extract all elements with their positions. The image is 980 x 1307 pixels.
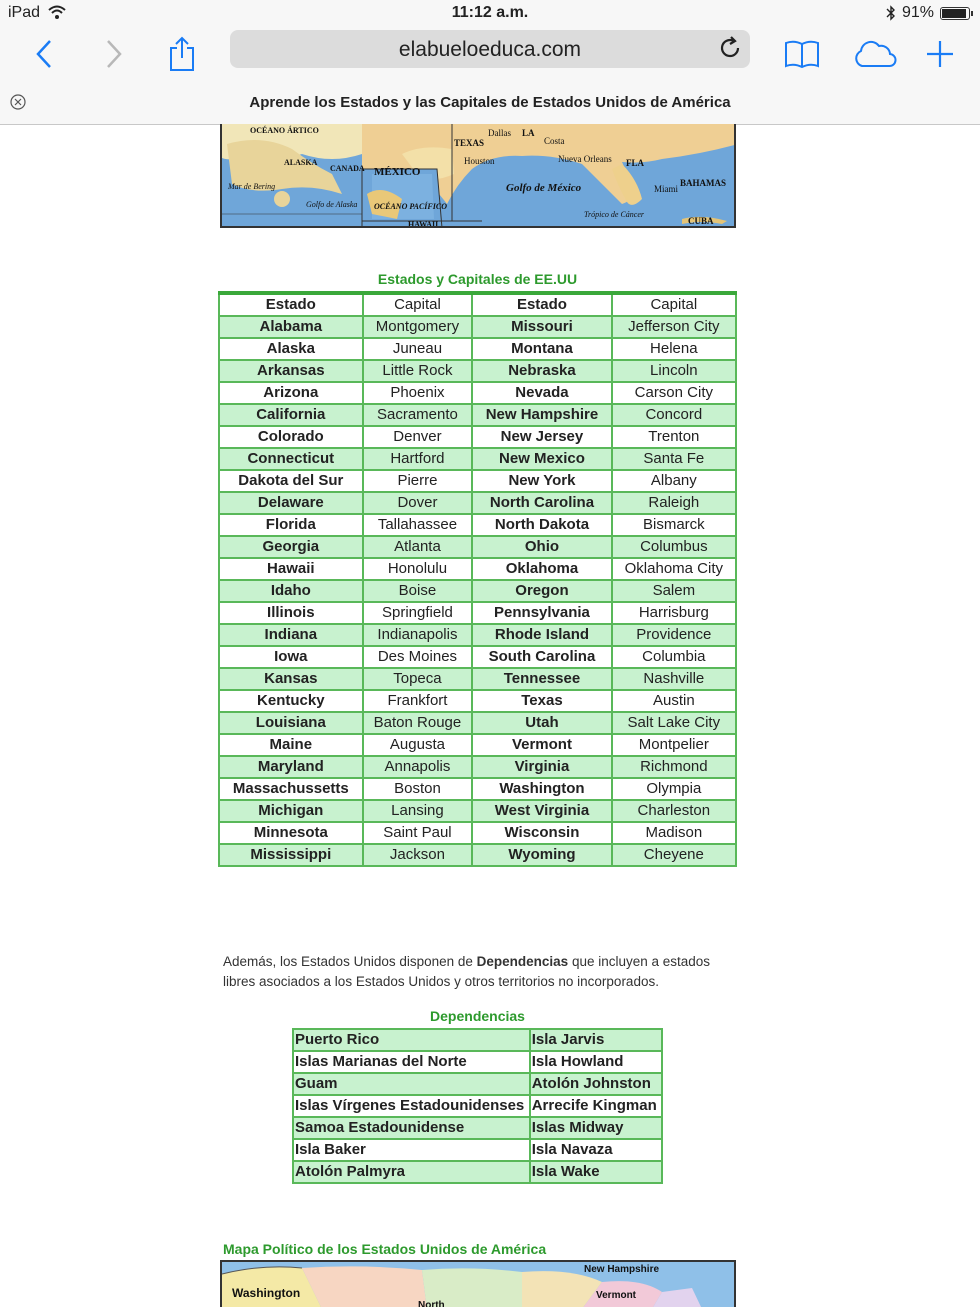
state-cell: Tennessee <box>472 668 611 690</box>
dependency-cell: Isla Wake <box>530 1161 662 1183</box>
tab-title: Aprende los Estados y las Capitales de Estados Unidos de América <box>249 94 731 111</box>
capital-cell: Montgomery <box>363 316 473 338</box>
status-time: 11:12 a.m. <box>451 4 529 21</box>
device-name: iPad <box>8 4 41 21</box>
capital-cell: Columbia <box>612 646 736 668</box>
state-cell: New Mexico <box>472 448 611 470</box>
battery-icon <box>940 7 970 20</box>
political-map-caption: Mapa Político de los Estados Unidos de América <box>223 1241 547 1257</box>
dependency-cell: Arrecife Kingman <box>530 1095 662 1117</box>
map-label: Miami <box>654 184 678 194</box>
share-button[interactable] <box>162 34 202 74</box>
state-cell: Iowa <box>219 646 363 668</box>
state-cell: Massachussetts <box>219 778 363 800</box>
dependency-cell: Islas Midway <box>530 1117 662 1139</box>
state-row <box>219 360 736 382</box>
capital-cell: Juneau <box>363 338 473 360</box>
state-cell: Louisiana <box>219 712 363 734</box>
capital-cell: Annapolis <box>363 756 473 778</box>
plus-icon <box>925 39 955 69</box>
state-cell: South Carolina <box>472 646 611 668</box>
state-cell: Maine <box>219 734 363 756</box>
states-table-caption: Estados y Capitales de EE.UU <box>377 271 578 287</box>
state-cell: Connecticut <box>219 448 363 470</box>
browser-toolbar <box>0 28 980 80</box>
state-row <box>219 448 736 470</box>
dependencies-caption: Dependencias <box>430 1008 525 1024</box>
state-row <box>219 316 736 338</box>
state-cell: Rhode Island <box>472 624 611 646</box>
header-estado: Estado <box>472 293 611 316</box>
dependency-cell: Islas Marianas del Norte <box>293 1051 530 1073</box>
back-button[interactable] <box>24 34 64 74</box>
state-cell: Delaware <box>219 492 363 514</box>
map-label: ALASKA <box>284 158 318 167</box>
state-row <box>219 514 736 536</box>
map-label: Washington <box>232 1286 301 1300</box>
state-cell: Colorado <box>219 426 363 448</box>
state-cell: Texas <box>472 690 611 712</box>
dependency-row <box>293 1117 662 1139</box>
bookmarks-button[interactable] <box>782 34 822 74</box>
state-cell: Illinois <box>219 602 363 624</box>
state-row <box>219 822 736 844</box>
state-row <box>219 470 736 492</box>
capital-cell: Concord <box>612 404 736 426</box>
state-cell: Kansas <box>219 668 363 690</box>
capital-cell: Atlanta <box>363 536 473 558</box>
dependency-cell: Guam <box>293 1073 530 1095</box>
capital-cell: Lincoln <box>612 360 736 382</box>
capital-cell: Helena <box>612 338 736 360</box>
north-america-map <box>220 124 736 228</box>
state-cell: Pennsylvania <box>472 602 611 624</box>
capital-cell: Jackson <box>363 844 473 866</box>
capital-cell: Austin <box>612 690 736 712</box>
state-row <box>219 382 736 404</box>
state-cell: Wisconsin <box>472 822 611 844</box>
tab-bar <box>0 80 980 125</box>
dependency-cell: Samoa Estadounidense <box>293 1117 530 1139</box>
state-cell: North Carolina <box>472 492 611 514</box>
book-icon <box>784 39 820 69</box>
map-label: Nueva Orleans <box>558 154 612 164</box>
state-cell: Utah <box>472 712 611 734</box>
state-row <box>219 756 736 778</box>
state-row <box>219 800 736 822</box>
state-cell: Idaho <box>219 580 363 602</box>
dependencies-paragraph <box>223 952 743 992</box>
state-row <box>219 492 736 514</box>
capital-cell: Springfield <box>363 602 473 624</box>
capital-cell: Salem <box>612 580 736 602</box>
state-cell: Oregon <box>472 580 611 602</box>
state-row <box>219 844 736 866</box>
dependency-cell: Puerto Rico <box>293 1029 530 1051</box>
map-label: OCÉANO PACÍFICO <box>374 202 447 211</box>
dependency-row <box>293 1161 662 1183</box>
state-cell: New Jersey <box>472 426 611 448</box>
icloud-tabs-button[interactable] <box>850 34 900 74</box>
state-cell: Missouri <box>472 316 611 338</box>
capital-cell: Indianapolis <box>363 624 473 646</box>
dependency-row <box>293 1051 662 1073</box>
state-row <box>219 734 736 756</box>
paragraph-text: que incluyen a estados libres asociados a los Estados Unidos y otros territorios no incorporados. <box>223 954 711 989</box>
state-cell: Alaska <box>219 338 363 360</box>
capital-cell: Tallahassee <box>363 514 473 536</box>
map-label: Mar de Bering <box>228 182 276 191</box>
forward-button[interactable] <box>94 34 134 74</box>
share-icon <box>168 36 196 72</box>
state-cell: Vermont <box>472 734 611 756</box>
capital-cell: Frankfort <box>363 690 473 712</box>
capital-cell: Jefferson City <box>612 316 736 338</box>
cloud-icon <box>852 39 898 69</box>
dependency-row <box>293 1029 662 1051</box>
paragraph-text: Además, los Estados Unidos disponen de <box>223 954 477 969</box>
paragraph-bold: Dependencias <box>476 954 569 969</box>
dependency-cell: Islas Vírgenes Estadounidenses <box>293 1095 530 1117</box>
state-row <box>219 778 736 800</box>
capital-cell: Oklahoma City <box>612 558 736 580</box>
state-cell: Ohio <box>472 536 611 558</box>
bluetooth-icon <box>886 5 896 21</box>
state-cell: Kentucky <box>219 690 363 712</box>
status-right <box>886 4 970 22</box>
map-label: Houston <box>464 156 495 166</box>
map-label: Golfo de México <box>506 182 582 194</box>
capital-cell: Albany <box>612 470 736 492</box>
state-row <box>219 624 736 646</box>
capital-cell: Madison <box>612 822 736 844</box>
dependency-cell: Isla Navaza <box>530 1139 662 1161</box>
state-cell: Maryland <box>219 756 363 778</box>
capital-cell: Saint Paul <box>363 822 473 844</box>
chevron-right-icon <box>104 39 124 69</box>
state-cell: Dakota del Sur <box>219 470 363 492</box>
capital-cell: Olympia <box>612 778 736 800</box>
capital-cell: Charleston <box>612 800 736 822</box>
capital-cell: Harrisburg <box>612 602 736 624</box>
capital-cell: Columbus <box>612 536 736 558</box>
capital-cell: Pierre <box>363 470 473 492</box>
state-cell: Michigan <box>219 800 363 822</box>
state-cell: Arkansas <box>219 360 363 382</box>
map-label: Vermont <box>596 1290 637 1301</box>
capital-cell: Baton Rouge <box>363 712 473 734</box>
map-label: Golfo de Alaska <box>306 200 358 209</box>
capital-cell: Phoenix <box>363 382 473 404</box>
dependency-cell: Atolón Johnston <box>530 1073 662 1095</box>
capital-cell: Lansing <box>363 800 473 822</box>
capital-cell: Topeca <box>363 668 473 690</box>
capital-cell: Nashville <box>612 668 736 690</box>
state-cell: Oklahoma <box>472 558 611 580</box>
capital-cell: Sacramento <box>363 404 473 426</box>
chevron-left-icon <box>34 39 54 69</box>
dependency-cell: Isla Howland <box>530 1051 662 1073</box>
new-tab-button[interactable] <box>920 34 960 74</box>
map-label: Dallas <box>488 128 511 138</box>
state-cell: Nebraska <box>472 360 611 382</box>
state-cell: New York <box>472 470 611 492</box>
header-capital: Capital <box>363 293 473 316</box>
dependency-cell: Atolón Palmyra <box>293 1161 530 1183</box>
capital-cell: Bismarck <box>612 514 736 536</box>
state-cell: Indiana <box>219 624 363 646</box>
capital-cell: Salt Lake City <box>612 712 736 734</box>
header-estado: Estado <box>219 293 363 316</box>
state-cell: Nevada <box>472 382 611 404</box>
capital-cell: Boston <box>363 778 473 800</box>
dependency-row <box>293 1139 662 1161</box>
state-cell: Alabama <box>219 316 363 338</box>
political-map <box>220 1260 736 1307</box>
state-cell: Montana <box>472 338 611 360</box>
map-label: CANADA <box>330 164 365 173</box>
map-label: TEXAS <box>454 138 485 148</box>
state-row <box>219 602 736 624</box>
capital-cell: Raleigh <box>612 492 736 514</box>
dependency-row <box>293 1095 662 1117</box>
map-label: OCÉANO ÁRTICO <box>250 126 319 135</box>
state-row <box>219 536 736 558</box>
map-label: LA <box>522 128 535 138</box>
battery-percent: 91% <box>901 4 934 21</box>
dependencies-table <box>292 1028 663 1184</box>
state-row <box>219 580 736 602</box>
state-cell: Florida <box>219 514 363 536</box>
map-label: HAWAII <box>408 220 439 228</box>
capital-cell: Carson City <box>612 382 736 404</box>
capital-cell: Richmond <box>612 756 736 778</box>
state-cell: New Hampshire <box>472 404 611 426</box>
capital-cell: Augusta <box>363 734 473 756</box>
state-cell: Arizona <box>219 382 363 404</box>
map-label: MÉXICO <box>374 166 421 178</box>
state-row <box>219 668 736 690</box>
header-capital: Capital <box>612 293 736 316</box>
state-cell: Virginia <box>472 756 611 778</box>
states-table <box>218 291 737 867</box>
dependency-cell: Isla Baker <box>293 1139 530 1161</box>
state-cell: California <box>219 404 363 426</box>
state-cell: Wyoming <box>472 844 611 866</box>
capital-cell: Providence <box>612 624 736 646</box>
state-row <box>219 646 736 668</box>
capital-cell: Montpelier <box>612 734 736 756</box>
state-row <box>219 690 736 712</box>
status-bar <box>0 0 980 28</box>
map-label: New Hampshire <box>584 1264 660 1275</box>
state-cell: Washington <box>472 778 611 800</box>
state-row <box>219 338 736 360</box>
state-cell: Georgia <box>219 536 363 558</box>
dependency-cell: Isla Jarvis <box>530 1029 662 1051</box>
state-row <box>219 558 736 580</box>
url-text: elabueloeduca.com <box>398 38 582 61</box>
map-label: FLA <box>626 158 644 168</box>
capital-cell: Boise <box>363 580 473 602</box>
address-bar[interactable] <box>230 30 750 68</box>
capital-cell: Santa Fe <box>612 448 736 470</box>
state-cell: Minnesota <box>219 822 363 844</box>
capital-cell: Little Rock <box>363 360 473 382</box>
capital-cell: Denver <box>363 426 473 448</box>
capital-cell: Cheyene <box>612 844 736 866</box>
map-label: Costa <box>544 136 565 146</box>
capital-cell: Honolulu <box>363 558 473 580</box>
state-cell: West Virginia <box>472 800 611 822</box>
map-label: Trópico de Cáncer <box>584 210 644 219</box>
state-cell: Hawaii <box>219 558 363 580</box>
dependency-row <box>293 1073 662 1095</box>
reload-icon[interactable] <box>718 36 742 60</box>
capital-cell: Dover <box>363 492 473 514</box>
state-row <box>219 404 736 426</box>
state-cell: North Dakota <box>472 514 611 536</box>
map-label: North <box>418 1300 445 1307</box>
capital-cell: Hartford <box>363 448 473 470</box>
state-row <box>219 426 736 448</box>
state-row <box>219 712 736 734</box>
map-label: BAHAMAS <box>680 178 727 188</box>
capital-cell: Trenton <box>612 426 736 448</box>
capital-cell: Des Moines <box>363 646 473 668</box>
states-table-header <box>219 293 736 316</box>
state-cell: Mississippi <box>219 844 363 866</box>
map-label: CUBA <box>688 216 714 226</box>
